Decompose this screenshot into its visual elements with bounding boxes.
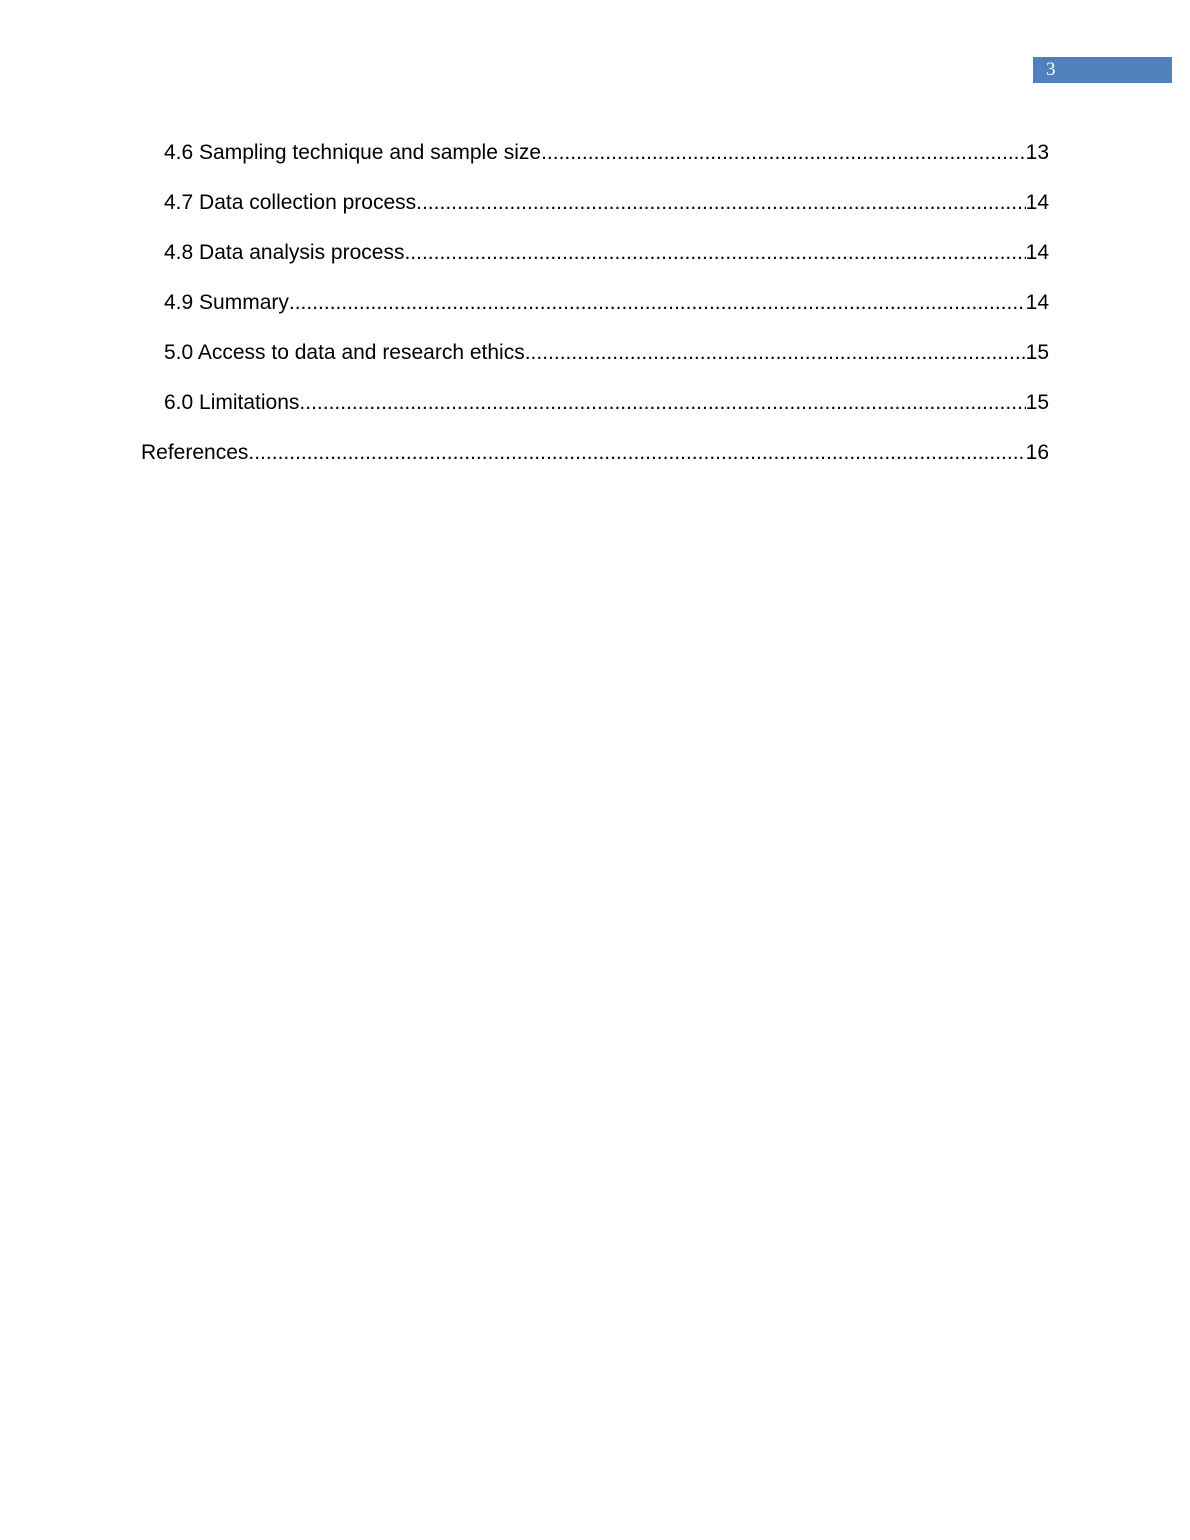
toc-leader-dots [248, 441, 1025, 465]
toc-leader-dots [541, 141, 1026, 165]
toc-entry[interactable] [164, 128, 1049, 178]
toc-entry[interactable] [164, 178, 1049, 228]
toc-entry-page: 13 [1025, 141, 1049, 164]
toc-entry[interactable] [164, 228, 1049, 278]
toc-leader-dots [299, 391, 1025, 415]
toc-entry-title: 5.0 Access to data and research ethics [164, 341, 525, 364]
toc-entry-page: 14 [1025, 241, 1049, 264]
toc-entry-title: 4.6 Sampling technique and sample size [164, 141, 542, 164]
toc-entry[interactable] [164, 278, 1049, 328]
toc-entry-title: References [141, 441, 249, 464]
page-number-badge [1033, 57, 1172, 83]
page-number: 3 [1046, 59, 1056, 80]
toc-leader-dots [525, 341, 1026, 365]
toc-entry-page: 16 [1025, 441, 1049, 464]
toc-entry-page: 14 [1025, 191, 1049, 214]
toc-leader-dots [289, 291, 1026, 315]
toc-entry-title: 6.0 Limitations [164, 391, 300, 414]
toc-leader-dots [404, 241, 1025, 265]
toc-entry-page: 14 [1025, 291, 1049, 314]
toc-entry-title: 4.9 Summary [164, 291, 289, 314]
toc-entry[interactable] [164, 378, 1049, 428]
toc-entry-title: 4.8 Data analysis process [164, 241, 405, 264]
toc-entry-title: 4.7 Data collection process [164, 191, 417, 214]
toc-entry[interactable] [164, 328, 1049, 378]
toc-entry[interactable] [141, 428, 1049, 478]
toc-entry-page: 15 [1025, 391, 1049, 414]
toc-entry-page: 15 [1025, 341, 1049, 364]
toc-leader-dots [416, 191, 1026, 215]
